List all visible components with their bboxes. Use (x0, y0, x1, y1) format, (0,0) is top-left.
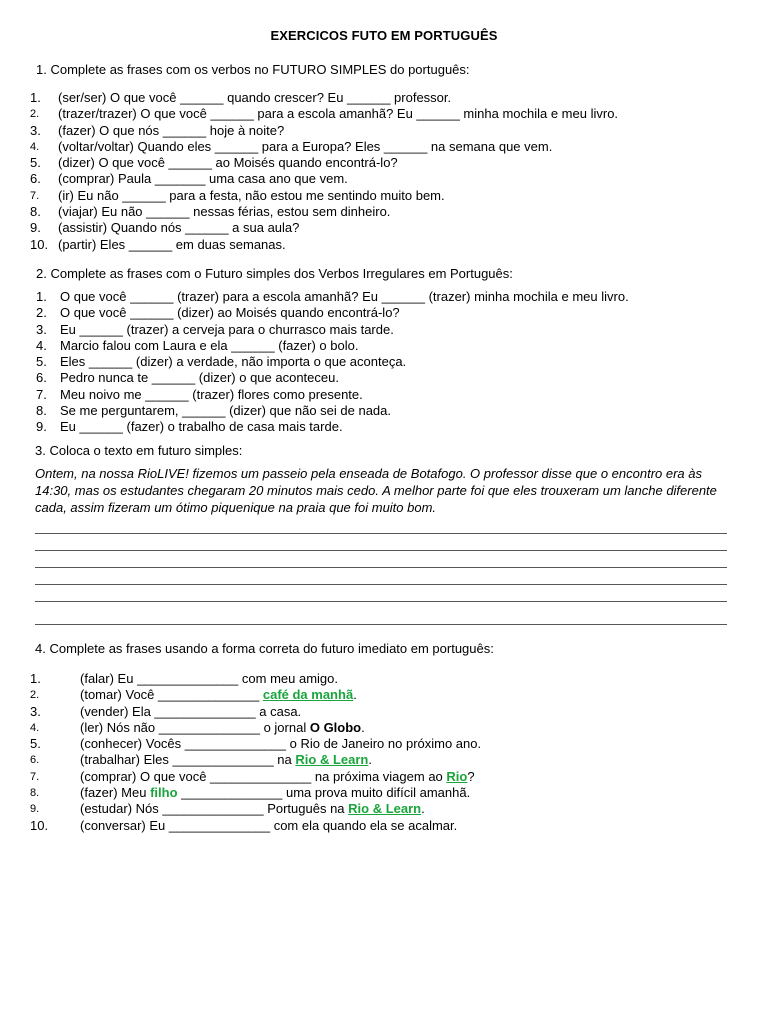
item-text: (trazer/trazer) O que você ______ para a escola amanhã? Eu ______ minha mochila e meu livro. (58, 106, 619, 122)
item-text: (comprar) Paula _______ uma casa ano que vem. (58, 171, 348, 187)
section2-heading: 2. Complete as frases com o Futuro simples dos Verbos Irregulares em Português: (36, 266, 513, 281)
item-text (80, 736, 481, 752)
item-text-suffix: ______________ uma prova muito difícil amanhã. (177, 785, 471, 801)
item-number: 1. (36, 289, 47, 304)
item-number: 1. (30, 671, 41, 686)
item-text-prefix: (comprar) O que você ______________ na próxima viagem ao (80, 768, 447, 784)
item-text-prefix: (tomar) Você ______________ (80, 687, 263, 703)
item-text: (ser/ser) O que você ______ quando crescer? Eu ______ professor. (58, 90, 452, 105)
item-text: Eu ______ (fazer) o trabalho de casa mais tarde. (60, 419, 343, 435)
answer-line (35, 533, 727, 534)
item-bold-text: O Globo (309, 719, 362, 735)
item-text (80, 687, 357, 703)
item-number: 10. (30, 817, 49, 833)
item-number: 9. (30, 803, 40, 816)
item-text: (ir) Eu não ______ para a festa, não estou me sentindo muito bem. (58, 187, 445, 203)
section1-heading: 1. Complete as frases com os verbos no FUTURO SIMPLES do português: (36, 62, 470, 77)
item-text: Eu ______ (trazer) a cerveja para o churrasco mais tarde. (60, 321, 394, 337)
item-link[interactable]: filho (150, 785, 178, 801)
item-number: 5. (30, 736, 41, 752)
section3-paragraph: Ontem, na nossa RioLIVE! fizemos um passeio pela enseada de Botafogo. O professor disse que o encontro era às 14:30, mas os estudantes chegaram 20 minutos mais cedo. A melhor parte foi que eles trouxeram um lanche diferente cada, assim fizeram um ótimo piquenique na praia que foi muito bom. (35, 466, 717, 515)
item-number: 3. (30, 703, 41, 719)
item-number: 2. (30, 108, 40, 121)
section4-heading: 4. Complete as frases usando a forma correta do futuro imediato em português: (35, 641, 494, 656)
item-text-prefix: (fazer) Meu (80, 785, 151, 801)
item-text: (viajar) Eu não ______ nessas férias, estou sem dinheiro. (58, 204, 391, 220)
item-text (80, 801, 425, 817)
item-number: 6. (30, 754, 40, 767)
item-link[interactable]: Rio & Learn (295, 752, 369, 768)
item-number: 3. (30, 122, 41, 138)
item-number: 10. (30, 236, 49, 252)
item-number: 2. (36, 305, 47, 321)
item-text: Pedro nunca te ______ (dizer) o que aconteceu. (60, 370, 339, 386)
item-text-prefix: (falar) Eu ______________ com meu amigo. (80, 671, 338, 686)
item-text (80, 785, 470, 801)
item-link[interactable]: Rio (446, 768, 468, 784)
item-number: 5. (36, 354, 47, 370)
item-number: 8. (30, 204, 41, 220)
item-text-prefix: (vender) Ela ______________ a casa. (80, 703, 302, 719)
item-text (80, 818, 457, 834)
item-number: 7. (30, 770, 40, 783)
page-title: EXERCICOS FUTO EM PORTUGUÊS (270, 28, 498, 43)
item-text: (dizer) O que você ______ ao Moisés quando encontrá-lo? (58, 155, 398, 171)
item-text-prefix: (conversar) Eu ______________ com ela quando ela se acalmar. (80, 817, 458, 833)
item-text: (fazer) O que nós ______ hoje à noite? (58, 122, 285, 138)
item-text: Eles ______ (dizer) a verdade, não importa o que aconteça. (60, 354, 407, 370)
answer-line (35, 601, 727, 602)
item-text: (voltar/voltar) Quando eles ______ para a Europa? Eles ______ na semana que vem. (58, 138, 553, 154)
item-text (80, 769, 475, 785)
item-text (80, 720, 365, 736)
item-link[interactable]: café da manhã (262, 687, 354, 703)
item-number: 9. (36, 419, 47, 435)
item-number: 7. (30, 189, 40, 202)
item-text (80, 704, 301, 720)
item-text-suffix: ? (467, 768, 475, 784)
item-text: Marcio falou com Laura e ela ______ (fazer) o bolo. (60, 337, 359, 353)
item-text-suffix: . (368, 752, 372, 768)
item-text-suffix: . (421, 801, 425, 817)
item-number: 7. (36, 386, 47, 402)
item-number: 8. (30, 787, 40, 800)
section3-heading: 3. Coloca o texto em futuro simples: (35, 443, 243, 458)
item-text (80, 752, 372, 768)
item-number: 3. (36, 321, 47, 337)
item-number: 1. (30, 90, 41, 105)
item-text: O que você ______ (dizer) ao Moisés quando encontrá-lo? (60, 305, 400, 321)
item-number: 2. (30, 689, 40, 702)
item-text: Se me perguntarem, ______ (dizer) que não sei de nada. (60, 403, 391, 419)
answer-line (35, 567, 727, 568)
answer-line (35, 550, 727, 551)
item-text: (assistir) Quando nós ______ a sua aula? (58, 220, 300, 236)
item-number: 6. (36, 370, 47, 386)
item-number: 4. (36, 337, 47, 353)
item-text-suffix: . (353, 687, 357, 703)
answer-line (35, 624, 727, 625)
item-number: 4. (30, 140, 40, 153)
item-text-prefix: (conhecer) Vocês ______________ o Rio de Janeiro no próximo ano. (80, 736, 482, 752)
item-text-prefix: (ler) Nós não ______________ o jornal (80, 719, 310, 735)
item-number: 9. (30, 220, 41, 236)
item-link[interactable]: Rio & Learn (348, 801, 422, 817)
item-number: 8. (36, 403, 47, 419)
item-text: O que você ______ (trazer) para a escola amanhã? Eu ______ (trazer) minha mochila e meu livro. (60, 289, 629, 304)
item-text (80, 671, 338, 687)
item-text: Meu noivo me ______ (trazer) flores como presente. (60, 386, 363, 402)
item-number: 4. (30, 721, 40, 734)
item-text-prefix: (trabalhar) Eles ______________ na (80, 752, 296, 768)
item-text-suffix: . (361, 719, 365, 735)
item-text-prefix: (estudar) Nós ______________ Português na (80, 801, 349, 817)
item-number: 6. (30, 171, 41, 187)
answer-line (35, 584, 727, 585)
item-number: 5. (30, 155, 41, 171)
item-text: (partir) Eles ______ em duas semanas. (58, 236, 286, 252)
